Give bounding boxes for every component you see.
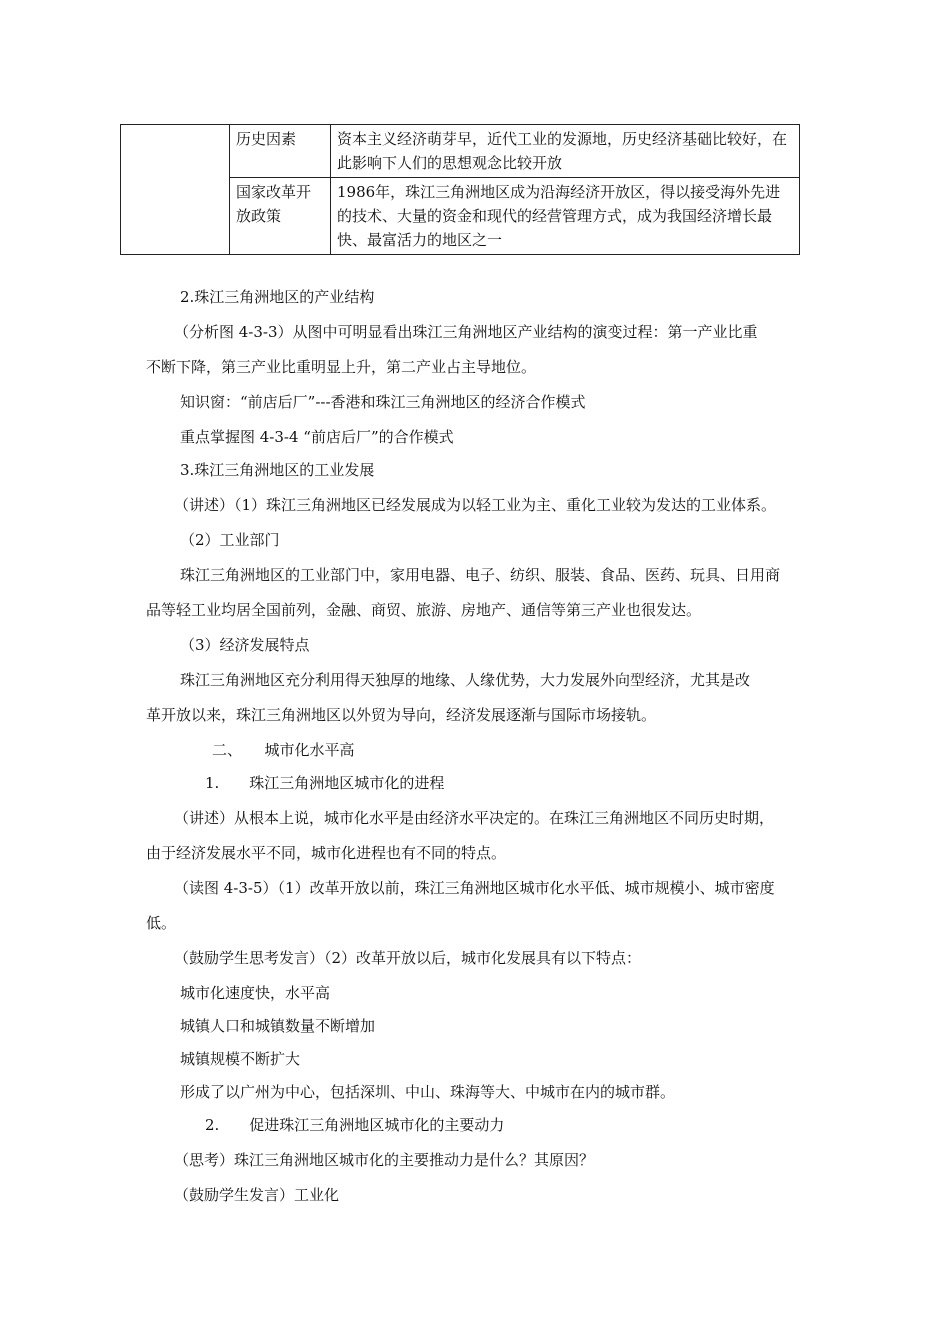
paragraph-line: 不断下降，第三产业比重明显上升，第二产业占主导地位。 bbox=[146, 358, 537, 376]
paragraph-line: 品等轻工业均居全国前列，金融、商贸、旅游、房地产、通信等第三产业也很发达。 bbox=[146, 601, 702, 619]
paragraph-line: （讲述）从根本上说，城市化水平是由经济水平决定的。在珠江三角洲地区不同历史时期， bbox=[174, 809, 775, 827]
paragraph-line: 低。 bbox=[146, 914, 177, 932]
paragraph-line: （分析图 4-3-3）从图中可明显看出珠江三角洲地区产业结构的演变过程：第一产业比重 bbox=[174, 323, 758, 341]
paragraph-line: （读图 4-3-5）（1）改革开放以前，珠江三角洲地区城市化水平低、城市规模小、城市密度 bbox=[174, 879, 775, 897]
paragraph-line: 珠江三角洲地区的工业部门中，家用电器、电子、纺织、服装、食品、医药、玩具、日用商 bbox=[180, 566, 781, 584]
feature-item: 形成了以广州为中心，包括深圳、中山、珠海等大、中城市在内的城市群。 bbox=[180, 1083, 676, 1101]
feature-item: 城市化速度快，水平高 bbox=[180, 984, 331, 1002]
paragraph-line: 珠江三角洲地区充分利用得天独厚的地缘、人缘优势，大力发展外向型经济，尤其是改 bbox=[180, 671, 751, 689]
description-cell: 资本主义经济萌芽早，近代工业的发源地，历史经济基础比较好，在此影响下人们的思想观念比较开放 bbox=[331, 125, 800, 178]
empty-category-cell bbox=[121, 125, 230, 255]
subheading-urbanization-process: 1. 珠江三角洲地区城市化的进程 bbox=[205, 774, 445, 792]
factor-cell: 国家改革开放政策 bbox=[230, 178, 331, 255]
subheading-urbanization-drivers: 2. 促进珠江三角洲地区城市化的主要动力 bbox=[205, 1116, 505, 1134]
subheading-economic-features: （3）经济发展特点 bbox=[180, 636, 310, 654]
paragraph-line: 由于经济发展水平不同，城市化进程也有不同的特点。 bbox=[146, 844, 507, 862]
feature-item: 城镇人口和城镇数量不断增加 bbox=[180, 1017, 376, 1035]
section-heading-industry-structure: 2.珠江三角洲地区的产业结构 bbox=[180, 288, 375, 306]
knowledge-window-line: 知识窗：“前店后厂”---香港和珠江三角洲地区的经济合作模式 bbox=[180, 393, 586, 411]
section-heading-urbanization: 二、 城市化水平高 bbox=[212, 741, 355, 759]
subheading-industry-sectors: （2）工业部门 bbox=[180, 531, 280, 549]
description-cell: 1986年，珠江三角洲地区成为沿海经济开放区，得以接受海外先进的技术、大量的资金和现代的经营管理方式，成为我国经济增长最快、最富活力的地区之一 bbox=[331, 178, 800, 255]
paragraph-line: （讲述）（1）珠江三角洲地区已经发展成为以轻工业为主、重化工业较为发达的工业体系。 bbox=[174, 496, 777, 514]
factor-table bbox=[120, 124, 800, 255]
paragraph-line: （思考）珠江三角洲地区城市化的主要推动力是什么？其原因？ bbox=[174, 1151, 595, 1169]
feature-item: 城镇规模不断扩大 bbox=[180, 1050, 301, 1068]
paragraph-line: （鼓励学生发言）工业化 bbox=[174, 1186, 340, 1204]
paragraph-line: 重点掌握图 4-3-4 “前店后厂”的合作模式 bbox=[180, 428, 454, 446]
paragraph-line: （鼓励学生思考发言）（2）改革开放以后，城市化发展具有以下特点： bbox=[174, 949, 642, 967]
table-row bbox=[121, 125, 800, 178]
paragraph-line: 革开放以来，珠江三角洲地区以外贸为导向，经济发展逐渐与国际市场接轨。 bbox=[146, 706, 657, 724]
section-heading-industry-development: 3.珠江三角洲地区的工业发展 bbox=[180, 461, 375, 479]
factor-cell: 历史因素 bbox=[230, 125, 331, 178]
